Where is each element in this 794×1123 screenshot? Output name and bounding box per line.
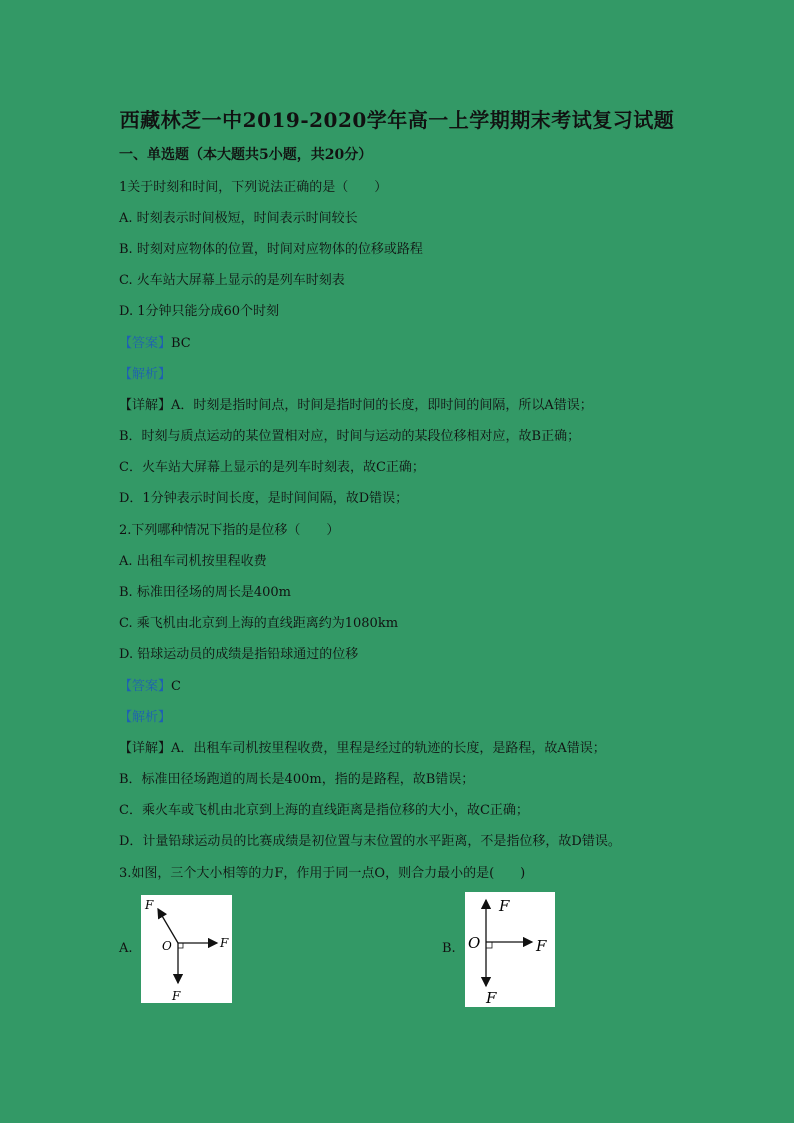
q2-explanation-2: B．标准田径场跑道的周长是400m，指的是路程，故B错误； [119,772,475,787]
force-diagram-b [465,892,555,1007]
q3-option-a-label: A. [119,941,133,956]
force-label-right: F [220,936,229,950]
q2-explanation-3: C．乘火车或飞机由北京到上海的直线距离是指位移的大小，故C正确； [119,803,529,818]
q2-answer [119,675,181,694]
q2-option-c: C. 乘飞机由北京到上海的直线距离约为1080km [119,616,399,631]
q1-option-c: C. 火车站大屏幕上显示的是列车时刻表 [119,273,345,288]
point-label: O [162,939,172,953]
section-heading: 一、单选题（本大题共5小题，共20分） [119,147,373,163]
right-angle-mark [486,942,492,948]
page-title: 西藏林芝一中2019-2020学年高一上学期期末考试复习试题 [119,108,675,132]
q1-explanation-1: 【详解】A．时刻是指时间点，时间是指时间的长度，即时间的间隔，所以A错误； [119,398,593,413]
q3-figure-b [465,892,555,1007]
q3-option-b-label: B. [442,941,456,956]
force-label-down: F [172,989,181,1003]
q2-explanation-4: D．计量铅球运动员的比赛成绩是初位置与末位置的水平距离，不是指位移，故D错误。 [119,834,621,849]
q3-figure-a [141,895,232,1003]
q3-stem: 3.如图，三个大小相等的力F，作用于同一点O，则合力最小的是( ) [119,866,526,881]
force-diagram-a [141,895,232,1003]
q1-stem: 1关于时刻和时间，下列说法正确的是（ ） [119,180,388,195]
q2-explanation-1: 【详解】A．出租车司机按里程收费，里程是经过的轨迹的长度，是路程，故A错误； [119,741,606,756]
q1-explanation-3: C．火车站大屏幕上显示的是列车时刻表，故C正确； [119,460,425,475]
q2-option-b: B. 标准田径场的周长是400m [119,585,291,600]
point-label: O [468,934,481,952]
q1-option-d: D. 1分钟只能分成60个时刻 [119,304,280,319]
force-label-right: F [536,937,547,955]
analysis-tag: 【解析】 [119,710,172,725]
analysis-tag: 【解析】 [119,367,172,382]
answer-tag: 【答案】 [119,336,172,351]
q1-analysis-tag [119,363,171,382]
q2-option-d: D. 铅球运动员的成绩是指铅球通过的位移 [119,647,359,662]
answer-value: C [171,679,181,694]
answer-tag: 【答案】 [119,679,172,694]
q2-analysis-tag [119,706,171,725]
force-arrow-upper-left [158,909,178,943]
answer-value: BC [171,336,191,351]
q1-explanation-4: D．1分钟表示时间长度，是时间间隔，故D错误； [119,491,409,506]
force-label-up: F [499,897,510,915]
q2-stem: 2.下列哪种情况下指的是位移（ ） [119,523,340,538]
right-angle-mark [178,943,183,948]
force-label-down: F [486,989,497,1007]
q2-option-a: A. 出租车司机按里程收费 [119,554,267,569]
force-label-upper: F [145,898,154,912]
q1-answer [119,332,191,351]
q1-option-a: A. 时刻表示时间极短，时间表示时间较长 [119,211,358,226]
q1-explanation-2: B．时刻与质点运动的某位置相对应，时间与运动的某段位移相对应，故B正确； [119,429,581,444]
q1-option-b: B. 时刻对应物体的位置，时间对应物体的位移或路程 [119,242,423,257]
